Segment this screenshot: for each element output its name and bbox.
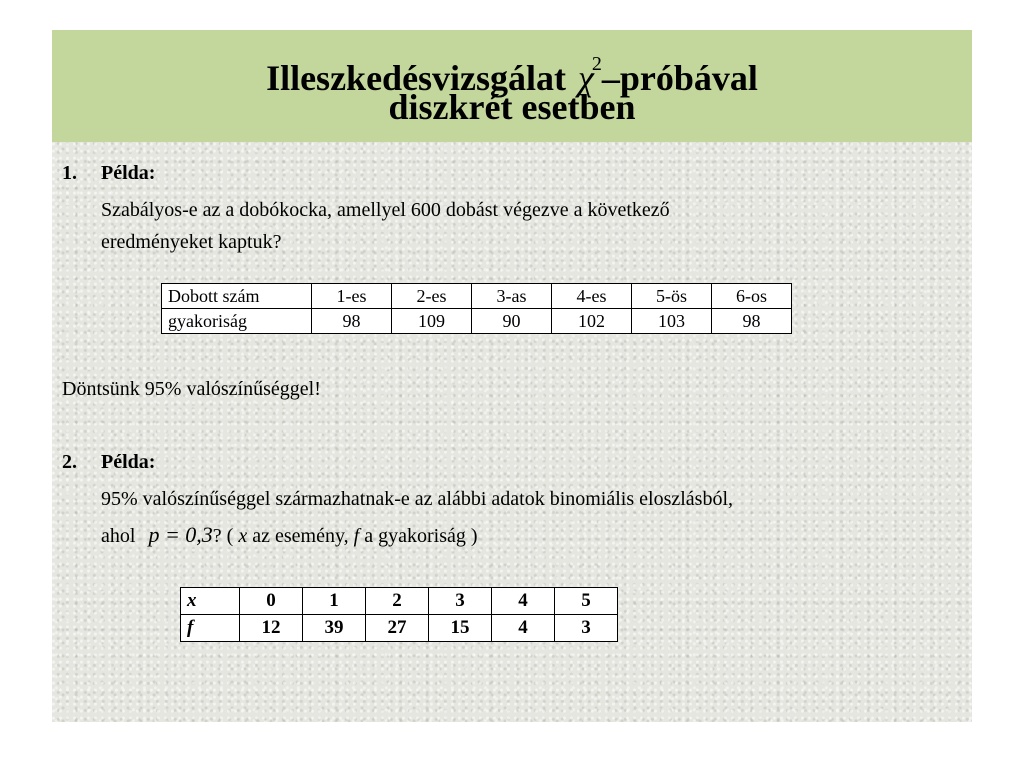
table-cell: 15 — [429, 615, 492, 642]
table-cell: 1 — [303, 588, 366, 615]
table-cell: x — [181, 588, 240, 615]
table-cell: 2 — [366, 588, 429, 615]
example-2-text-line-1: 95% valószínűséggel származhatnak-e az alábbi adatok binomiális eloszlásból, — [101, 488, 734, 510]
title-line-2: diszkrét esetben — [388, 87, 636, 127]
table-cell: f — [181, 615, 240, 642]
x-variable: x — [238, 525, 248, 547]
example-1-text-line-2: eredményeket kaptuk? — [101, 231, 282, 253]
table-cell: 4-es — [552, 284, 632, 309]
formula-text: p = 0,3 — [148, 522, 213, 547]
table-cell: 98 — [712, 309, 792, 334]
table-cell: 1-es — [312, 284, 392, 309]
example-1-conclusion: Döntsünk 95% valószínűséggel! — [62, 378, 321, 400]
table-cell: 5 — [555, 588, 618, 615]
example-1-number: 1. — [62, 162, 77, 184]
table-cell: 98 — [312, 309, 392, 334]
title-main-text: Illeszkedésvizsgálat — [266, 58, 567, 98]
table-cell: 102 — [552, 309, 632, 334]
table-cell: Dobott szám — [162, 284, 312, 309]
table-row — [181, 615, 618, 642]
table-row — [162, 284, 792, 309]
table-cell: 4 — [492, 615, 555, 642]
example-1-heading: Példa: — [101, 162, 156, 184]
table-cell: 3 — [429, 588, 492, 615]
table-cell: gyakoriság — [162, 309, 312, 334]
title-banner — [52, 30, 972, 142]
table-cell: 5-ös — [632, 284, 712, 309]
table-cell: 103 — [632, 309, 712, 334]
example-1-text-line-1: Szabályos-e az a dobókocka, amellyel 600 dobást végezve a következő — [101, 199, 670, 221]
event-text: az esemény, — [252, 525, 349, 547]
f-variable: f — [353, 525, 360, 547]
title-suffix: –próbával — [601, 58, 758, 98]
table-cell: 27 — [366, 615, 429, 642]
chi-symbol: χ — [578, 58, 594, 98]
table-cell: 109 — [392, 309, 472, 334]
table-cell: 3 — [555, 615, 618, 642]
example-2-heading: Példa: — [101, 451, 156, 473]
dice-frequency-table — [161, 283, 792, 334]
table-cell: 4 — [492, 588, 555, 615]
table-cell: 2-es — [392, 284, 472, 309]
example-2-text-line-2 — [101, 523, 478, 548]
table-cell: 90 — [472, 309, 552, 334]
frequency-text: a gyakoriság ) — [364, 525, 478, 547]
table-cell: 6-os — [712, 284, 792, 309]
ahol-word: ahol — [101, 525, 136, 547]
question-prefix: ? ( — [212, 525, 234, 547]
example-2-number: 2. — [62, 451, 77, 473]
table-row — [181, 588, 618, 615]
table-row — [162, 309, 792, 334]
table-cell: 12 — [240, 615, 303, 642]
table-cell: 0 — [240, 588, 303, 615]
formula-p — [148, 522, 212, 547]
binomial-data-table — [180, 587, 618, 642]
table-cell: 3-as — [472, 284, 552, 309]
table-cell: 39 — [303, 615, 366, 642]
chi-exponent: 2 — [591, 53, 602, 75]
